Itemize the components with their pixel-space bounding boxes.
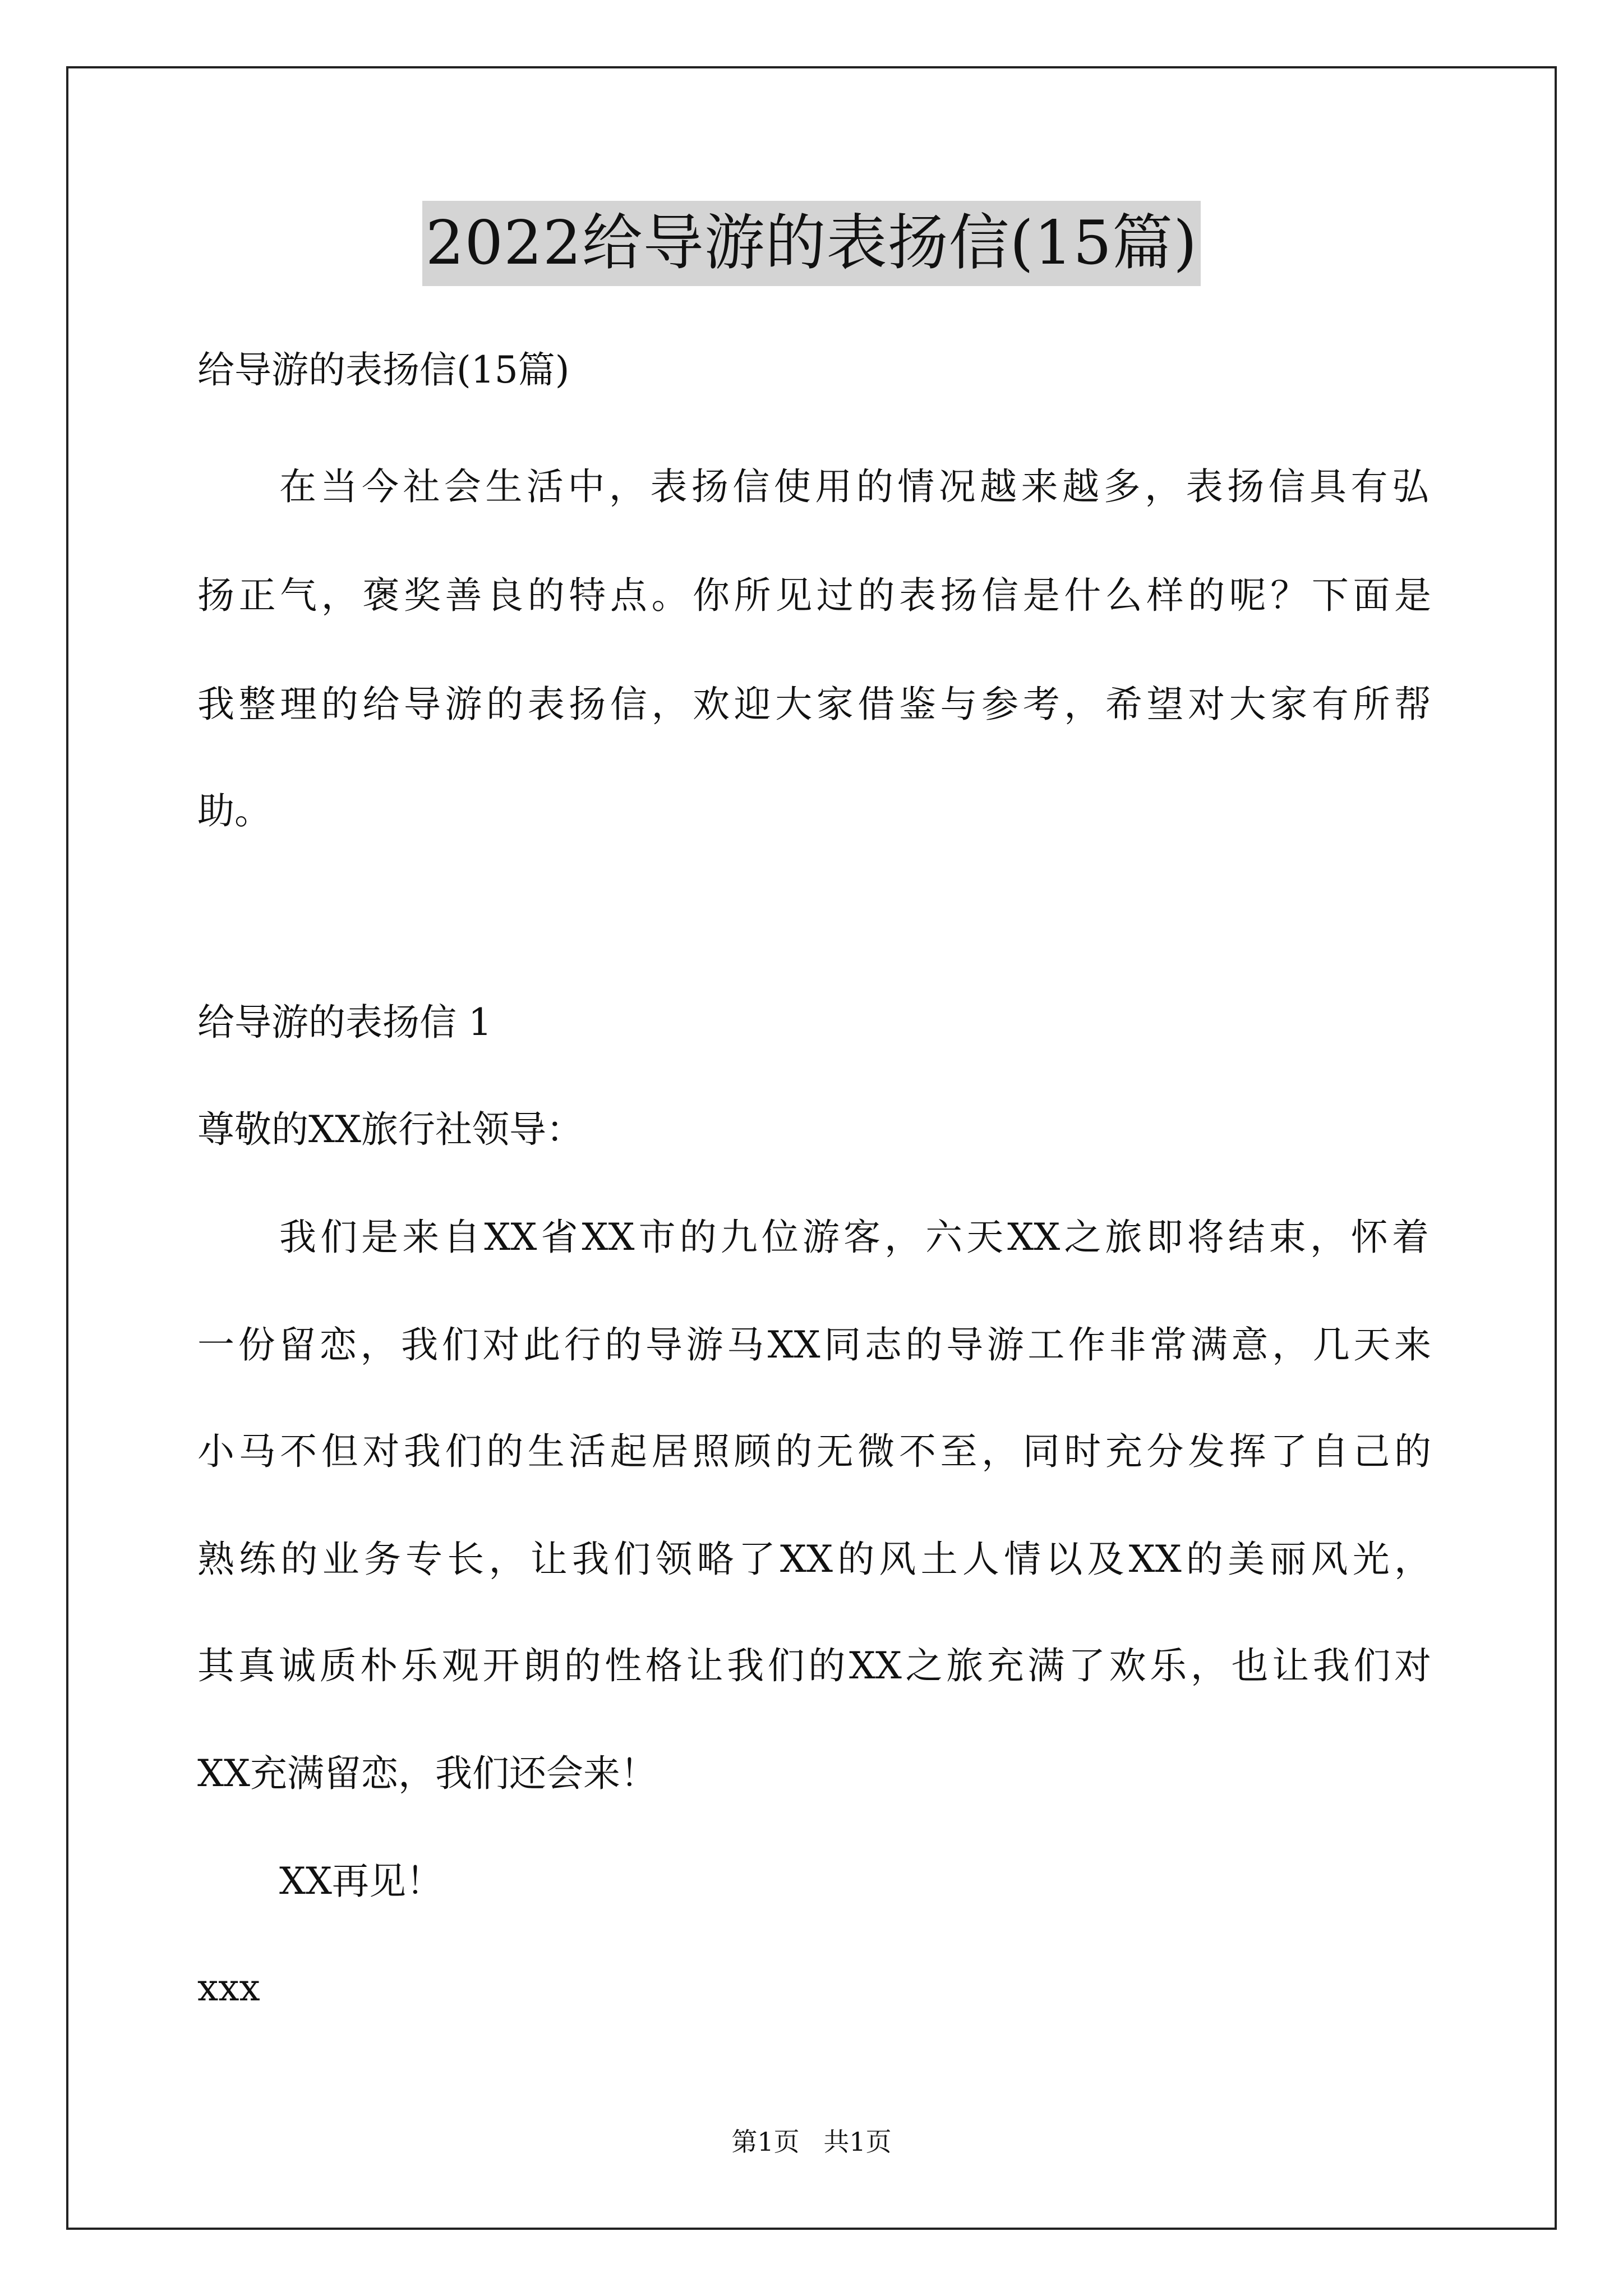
- body-line-1: 我们是来自XX省XX市的九位游客，六天XX之旅即将结束，怀着: [279, 1216, 1429, 1259]
- document-title: 2022给导游的表扬信(15篇): [422, 201, 1201, 286]
- page-number: 第1页: [731, 2127, 800, 2157]
- salutation: 尊敬的XX旅行社领导：: [197, 1108, 583, 1151]
- title-container: [0, 201, 1623, 286]
- body-line-5: 其真诚质朴乐观开朗的性格让我们的XX之旅充满了欢乐，也让我们对: [197, 1644, 1431, 1687]
- page-total: 共1页: [823, 2127, 892, 2157]
- body-line-4: 熟练的业务专长，让我们领略了XX的风土人情以及XX的美丽风光，: [197, 1538, 1431, 1581]
- intro-line-2: 扬正气，褒奖善良的特点。你所见过的表扬信是什么样的呢？下面是: [197, 574, 1431, 617]
- document-subtitle: 给导游的表扬信(15篇): [197, 348, 570, 392]
- page-footer: [0, 2125, 1623, 2159]
- intro-line-4: 助。: [197, 789, 271, 832]
- intro-line-3: 我整理的给导游的表扬信，欢迎大家借鉴与参考，希望对大家有所帮: [197, 683, 1431, 726]
- body-line-6: XX充满留恋，我们还会来！: [197, 1752, 657, 1795]
- intro-line-1: 在当今社会生活中，表扬信使用的情况越来越多，表扬信具有弘: [279, 465, 1429, 508]
- body-line-2: 一份留恋，我们对此行的导游马XX同志的导游工作非常满意，几天来: [197, 1323, 1431, 1366]
- signature: xxx: [197, 1966, 260, 2009]
- farewell: XX再见！: [279, 1860, 443, 1903]
- body-line-3: 小马不但对我们的生活起居照顾的无微不至，同时充分发挥了自己的: [197, 1430, 1431, 1473]
- section-heading: 给导游的表扬信 1: [197, 1001, 492, 1044]
